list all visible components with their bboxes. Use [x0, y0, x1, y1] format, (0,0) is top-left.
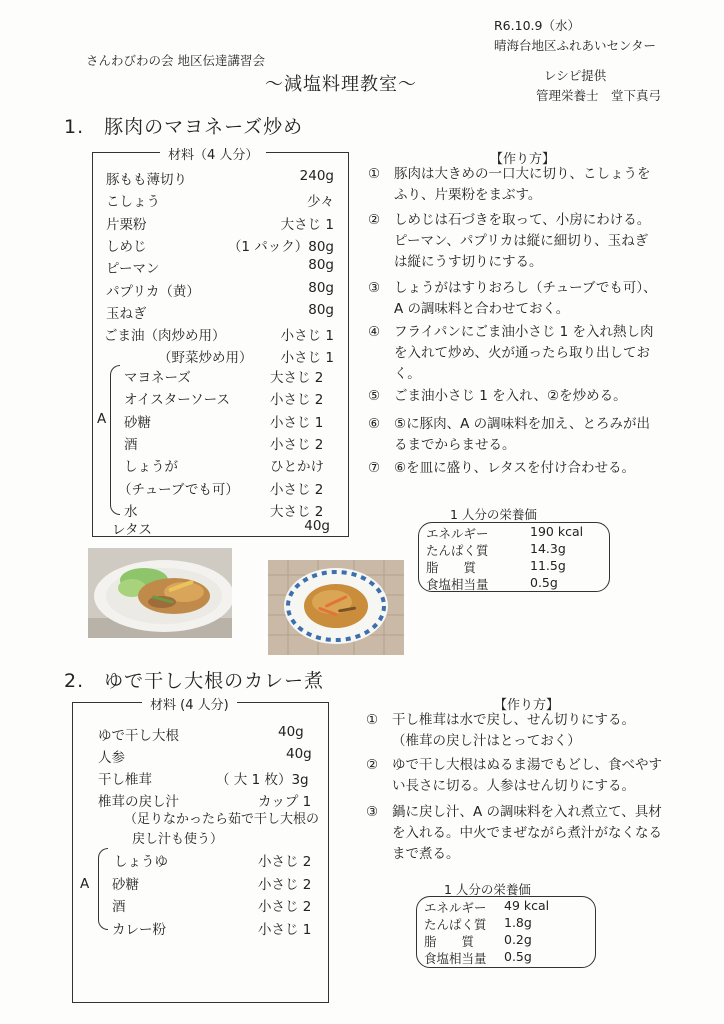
step-text	[392, 802, 662, 865]
ingredient-qty: 80g	[308, 301, 334, 318]
group-ingredient-name: しょうゆ	[114, 854, 168, 870]
nutrition-label: 食塩相当量	[424, 951, 487, 966]
step-line: を入れる。中火でまぜながら煮汁がなくなる	[392, 825, 662, 841]
step-text	[392, 755, 662, 797]
step-number: ①	[366, 712, 379, 728]
ingredient-name: レタス	[112, 522, 152, 538]
nutrition-value: 11.5g	[530, 558, 566, 573]
step-line: ⑤に豚肉、A の調味料を加え、とろみが出	[394, 416, 650, 432]
group-ingredient-qty: 小さじ 2	[270, 481, 324, 498]
ingredient-name: ゆで干し大根	[98, 728, 179, 744]
step-text	[394, 386, 627, 407]
step	[368, 386, 708, 407]
group-ingredient-qty: 小さじ 1	[258, 921, 312, 938]
step	[368, 210, 708, 273]
ingredient-name: ピーマン	[106, 261, 160, 278]
step-number: ③	[366, 804, 379, 820]
step	[366, 710, 706, 752]
step-line: ⑥を皿に盛り、レタスを付け合わせる。	[394, 460, 636, 476]
step-line: ピーマン、パプリカは縦に細切り、玉ねぎ	[394, 233, 649, 249]
ingredient-qty: 80g	[308, 279, 334, 296]
ingredient-qty: 小さじ 1	[280, 350, 334, 367]
recipe1-group-bracket	[110, 365, 120, 515]
recipe2-nutrition-caption: 1 人分の栄養価	[444, 882, 531, 897]
ingredient-qty: 240g	[299, 168, 334, 184]
step-line: く。	[394, 366, 421, 382]
step	[368, 164, 708, 206]
step-line: るまでからませる。	[394, 437, 516, 453]
step-text	[392, 710, 635, 752]
step-line: まで煮る。	[392, 846, 460, 862]
recipe2-ingredients-caption: 材料 (4 人分)	[142, 694, 237, 713]
step-line: ごま油小さじ 1 を入れ、②を炒める。	[394, 388, 627, 404]
step-line: フライパンにごま油小さじ 1 を入れ熱し肉	[394, 324, 654, 340]
page-title: 〜減塩料理教室〜	[265, 74, 417, 95]
recipe1-nutrition-caption: 1 人分の栄養価	[450, 507, 537, 522]
recipe2-note-line2: 戻し汁も使う）	[132, 832, 224, 847]
step	[368, 278, 708, 320]
credit-name: 管理栄養士 堂下真弓	[536, 88, 662, 103]
step-number: ②	[368, 212, 381, 228]
nutrition-value: 49 kcal	[504, 898, 550, 913]
recipe2-group-label: A	[80, 876, 90, 892]
nutrition-label: エネルギー	[424, 900, 487, 915]
organizer: さんわびわの会 地区伝達講習会	[86, 53, 265, 68]
step-line: を入れて炒め、火が通ったら取り出してお	[394, 345, 650, 361]
step	[368, 458, 708, 479]
step-line: ゆで干し大根はぬるま湯でもどし、食べやす	[392, 757, 662, 773]
step-line: 干し椎茸は水で戻し、せん切りにする。	[392, 712, 635, 728]
nutrition-value: 0.5g	[530, 575, 558, 590]
ingredient-name: ごま油（肉炒め用）	[104, 328, 226, 345]
step	[368, 414, 708, 456]
step-text	[394, 458, 635, 479]
step-text	[394, 164, 651, 206]
group-ingredient-qty: 大さじ 2	[270, 503, 324, 520]
ingredient-name: パプリカ（黄）	[106, 283, 200, 300]
ingredient-name: 人参	[98, 750, 125, 766]
group-ingredient-name: オイスターソース	[124, 392, 230, 409]
step-line: A の調味料と合わせておく。	[394, 301, 570, 317]
ingredient-name: しめじ	[106, 238, 147, 255]
nutrition-label: たんぱく質	[426, 543, 489, 558]
group-ingredient-qty: 小さじ 2	[258, 876, 312, 893]
step-number: ⑦	[368, 460, 381, 476]
nutrition-value: 0.5g	[504, 949, 532, 964]
step-line: しめじは石づきを取って、小房にわける。	[394, 212, 651, 228]
ingredient-qty: 40g	[286, 746, 312, 762]
step	[366, 755, 706, 797]
step-text	[394, 278, 657, 320]
ingredient-qty: （1 パック）80g	[227, 238, 334, 255]
nutrition-label: エネルギー	[426, 526, 489, 541]
ingredient-qty: 小さじ 1	[280, 328, 334, 345]
group-ingredient-name: しょうが	[124, 459, 178, 476]
date: R6.10.9（水）	[494, 18, 580, 33]
group-ingredient-qty: 小さじ 2	[258, 854, 312, 870]
ingredient-qty: （ 大 1 枚）3g	[216, 772, 309, 788]
recipe2-note-line1: （足りなかったら茹で干し大根の	[124, 812, 320, 827]
ingredient-qty: 40g	[278, 724, 304, 740]
ingredient-name: 干し椎茸	[98, 772, 152, 788]
ingredient-qty: 少々	[307, 194, 334, 211]
recipe2-title: 2. ゆで干し大根のカレー煮	[64, 670, 325, 692]
group-ingredient-name: 酒	[124, 436, 138, 453]
nutrition-value: 14.3g	[530, 541, 566, 556]
step-line: 鍋に戻し汁、A の調味料を入れ煮立て、具材	[392, 804, 662, 820]
nutrition-value: 190 kcal	[530, 524, 584, 539]
credit-label: レシピ提供	[544, 68, 607, 83]
nutrition-label: 脂 質	[426, 560, 477, 575]
group-ingredient-name: 砂糖	[124, 414, 151, 431]
step-line: い長さに切る。人参はせん切りにする。	[392, 778, 635, 794]
recipe1-title: 1. 豚肉のマヨネーズ炒め	[64, 116, 304, 138]
group-ingredient-qty: 小さじ 1	[270, 414, 324, 431]
ingredient-qty: 大さじ 1	[280, 216, 334, 233]
group-ingredient-name: 酒	[112, 899, 126, 915]
ingredient-qty: 40g	[304, 518, 330, 534]
group-ingredient-name: カレー粉	[112, 921, 166, 938]
ingredient-qty: カップ 1	[258, 794, 312, 810]
group-ingredient-qty: 小さじ 2	[270, 436, 324, 453]
step	[368, 322, 708, 385]
group-ingredient-qty: 小さじ 2	[258, 899, 312, 915]
step-number: ②	[366, 757, 379, 773]
nutrition-label: たんぱく質	[424, 917, 487, 932]
nutrition-value: 1.8g	[504, 915, 532, 930]
group-ingredient-qty: 大さじ 2	[270, 370, 324, 386]
step-line: は縦にうす切りにする。	[394, 254, 543, 270]
recipe1-method-caption: 【作り方】	[490, 152, 556, 167]
ingredient-name: （野菜炒め用）	[158, 350, 253, 367]
recipe1-photo-plate	[88, 548, 232, 638]
step-line: （椎茸の戻し汁はとっておく）	[392, 733, 581, 749]
ingredient-name: 椎茸の戻し汁	[98, 794, 179, 810]
nutrition-label: 食塩相当量	[426, 577, 489, 592]
step-number: ①	[368, 166, 381, 182]
step-text	[394, 322, 654, 385]
recipe1-ingredients-caption: 材料（4 人分）	[160, 144, 266, 163]
ingredient-name: 片栗粉	[106, 216, 147, 233]
recipe2-photo-bowl	[268, 560, 404, 655]
step-text	[394, 414, 650, 456]
step-number: ⑤	[368, 388, 381, 404]
step-number: ③	[368, 280, 381, 296]
group-ingredient-name: マヨネーズ	[124, 370, 191, 386]
group-ingredient-name: （チューブでも可）	[118, 481, 239, 498]
nutrition-label: 脂 質	[424, 934, 475, 949]
group-ingredient-qty: 小さじ 2	[270, 392, 324, 409]
ingredient-name: 豚もも薄切り	[106, 172, 187, 188]
step-number: ④	[368, 324, 381, 340]
recipe2-group-bracket	[98, 848, 108, 930]
ingredient-name: こしょう	[106, 194, 160, 211]
step-text	[394, 210, 650, 273]
step	[366, 802, 706, 865]
step-line: しょうがはすりおろし（チューブでも可）、	[394, 280, 657, 296]
group-ingredient-qty: ひとかけ	[270, 459, 324, 476]
group-ingredient-name: 水	[124, 503, 138, 520]
ingredient-qty: 80g	[308, 257, 334, 274]
nutrition-value: 0.2g	[504, 932, 532, 947]
recipe2-method-caption: 【作り方】	[494, 698, 560, 713]
ingredient-name: 玉ねぎ	[106, 305, 147, 322]
step-number: ⑥	[368, 416, 381, 432]
step-line: 豚肉は大きめの一口大に切り、こしょうを	[394, 166, 651, 182]
group-ingredient-name: 砂糖	[112, 876, 139, 893]
recipe1-group-label: A	[97, 411, 107, 427]
venue: 晴海台地区ふれあいセンター	[494, 38, 657, 53]
step-line: ふり、片栗粉をまぶす。	[394, 187, 542, 203]
